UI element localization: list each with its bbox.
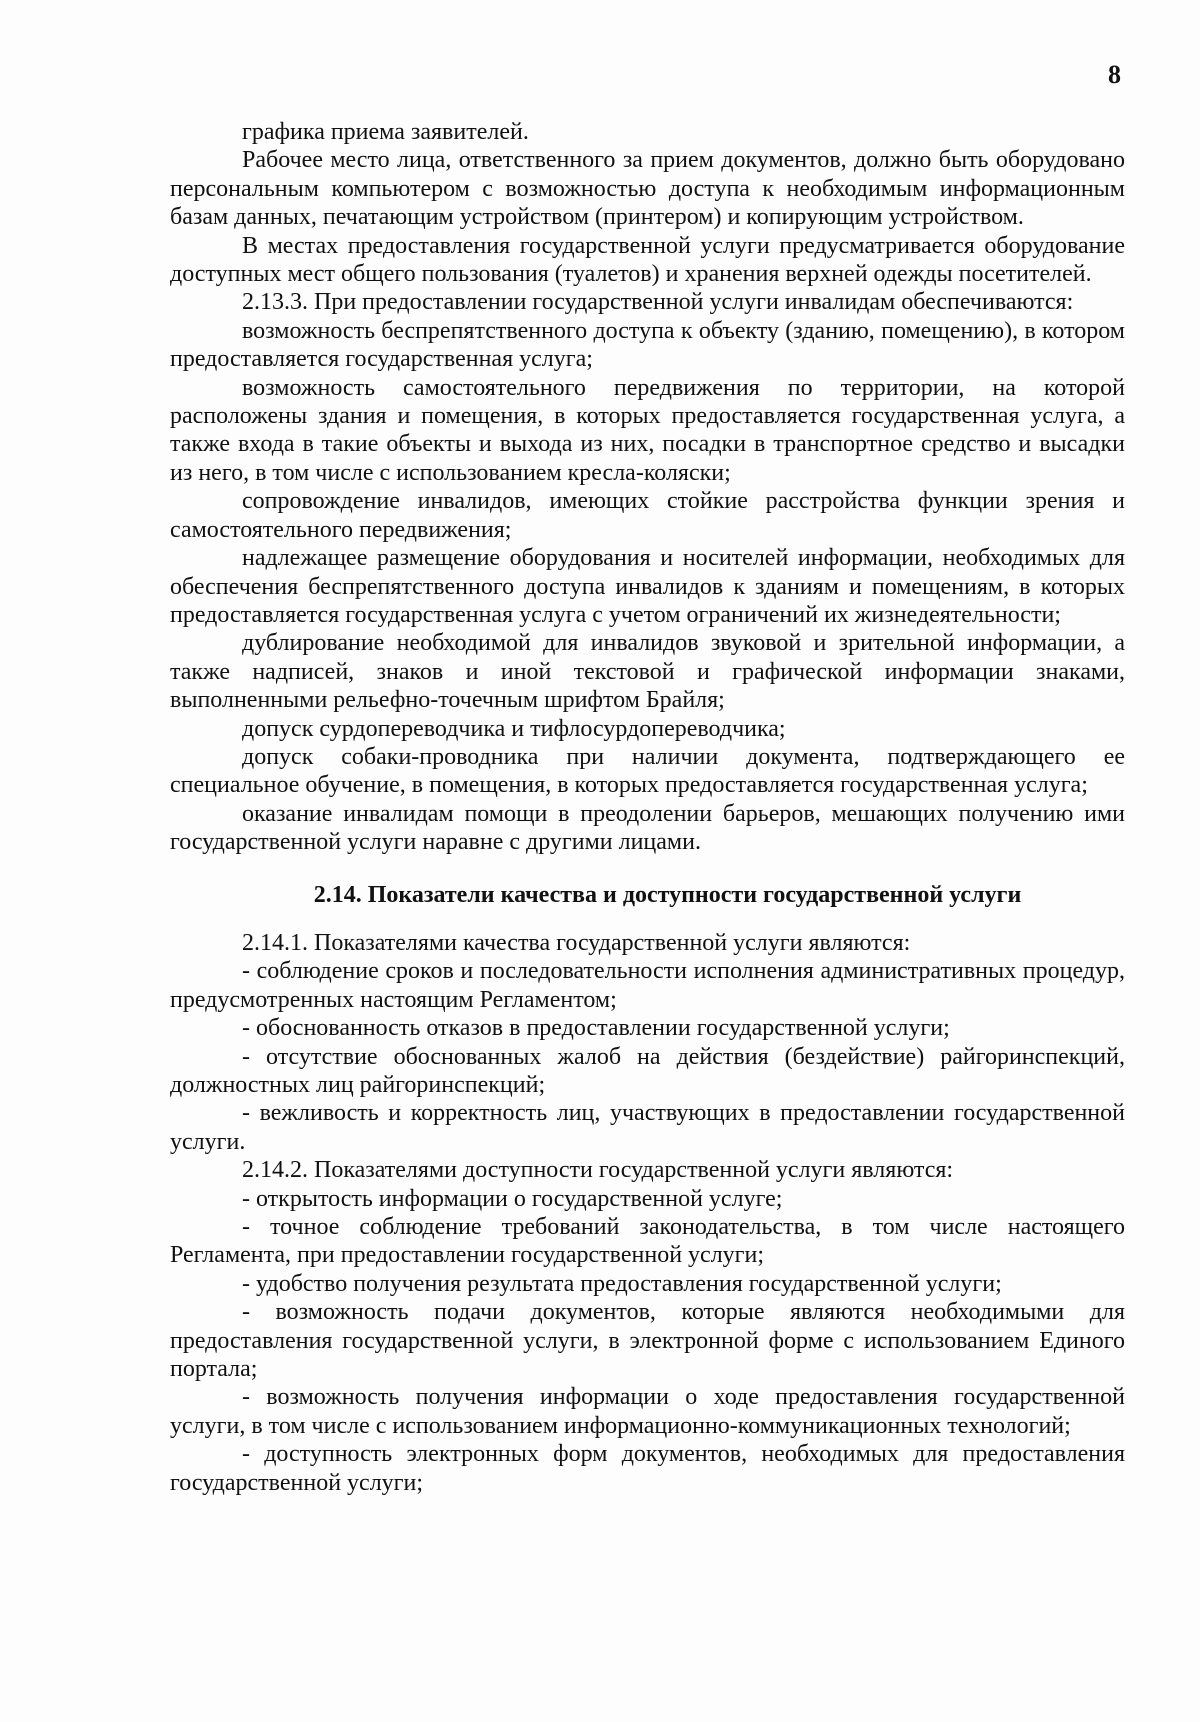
- paragraph: 2.14.1. Показателями качества государственной услуги являются:: [242, 929, 911, 956]
- paragraph: дублирование необходимой для инвалидов звуковой и зрительной информации, а также надписей, знаков и иной текстовой и графической информации знаками, выполненными рельефно-точечным шрифтом Брайля;: [170, 630, 1125, 714]
- paragraph: графика приема заявителей.: [242, 119, 529, 145]
- paragraph: сопровождение инвалидов, имеющих стойкие расстройства функции зрения и самостоятельного передвижения;: [170, 488, 1125, 543]
- section-heading: 2.14. Показатели качества и доступности государственной услуги: [313, 881, 1022, 908]
- paragraph: возможность беспрепятственного доступа к объекту (зданию, помещению), в котором предоставляется государственная услуга;: [170, 317, 1125, 373]
- paragraph: 2.14.2. Показателями доступности государственной услуги являются:: [242, 1157, 954, 1184]
- list-item: - открытость информации о государственной услуге;: [242, 1185, 783, 1212]
- list-item: - возможность получения информации о ходе предоставления государственной услуги, в том числе с использованием информационно-коммуникационных технологий;: [170, 1384, 1125, 1439]
- paragraph: Рабочее место лица, ответственного за прием документов, должно быть оборудовано персональным компьютером с возможностью доступа к необходимым информационным базам данных, печатающим устройством (принтером) и копирующим устройством.: [170, 147, 1125, 231]
- list-item: - вежливость и корректность лиц, участвующих в предоставлении государственной услуги.: [170, 1100, 1125, 1155]
- paragraph: возможность самостоятельного передвижения по территории, на которой расположены здания и помещения, в которых предоставляется государственная услуга, а также входа в такие объекты и выхода из них, посадки в транспортное средство и высадки из него, в том числе с использованием кресла-коляски;: [170, 374, 1125, 486]
- paragraph: 2.13.3. При предоставлении государственной услуги инвалидам обеспечиваются:: [242, 289, 1074, 316]
- list-item: - доступность электронных форм документов, необходимых для предоставления государственной услуги;: [170, 1441, 1125, 1496]
- paragraph: оказание инвалидам помощи в преодолении барьеров, мешающих получению ими государственной услуги наравне с другими лицами.: [170, 800, 1125, 856]
- list-item: - возможность подачи документов, которые являются необходимыми для предоставления государственной услуги, в электронной форме с использованием Единого портала;: [170, 1299, 1125, 1383]
- paragraph: допуск собаки-проводника при наличии документа, подтверждающего ее специальное обучение, в помещения, в которых предоставляется государственная услуга;: [170, 743, 1125, 799]
- document-body: [170, 118, 1125, 1497]
- page-number: 8: [1108, 60, 1121, 89]
- list-item: - удобство получения результата предоставления государственной услуги;: [242, 1270, 1002, 1297]
- paragraph: надлежащее размещение оборудования и носителей информации, необходимых для обеспечения беспрепятственного доступа инвалидов к зданиям и помещениям, в которых предоставляется государственная услуга с учетом ограничений их жизнедеятельности;: [170, 545, 1125, 628]
- list-item: - соблюдение сроков и последовательности исполнения административных процедур, предусмотренных настоящим Регламентом;: [170, 958, 1125, 1013]
- paragraph: допуск сурдопереводчика и тифлосурдопереводчика;: [242, 715, 786, 742]
- paragraph: В местах предоставления государственной услуги предусматривается оборудование доступных мест общего пользования (туалетов) и хранения верхней одежды посетителей.: [170, 232, 1125, 288]
- list-item: - точное соблюдение требований законодательства, в том числе настоящего Регламента, при предоставлении государственной услуги;: [170, 1214, 1125, 1269]
- list-item: - отсутствие обоснованных жалоб на действия (бездействие) райгоринспекций, должностных лиц райгоринспекций;: [170, 1043, 1125, 1098]
- list-item: - обоснованность отказов в предоставлении государственной услуги;: [242, 1015, 950, 1042]
